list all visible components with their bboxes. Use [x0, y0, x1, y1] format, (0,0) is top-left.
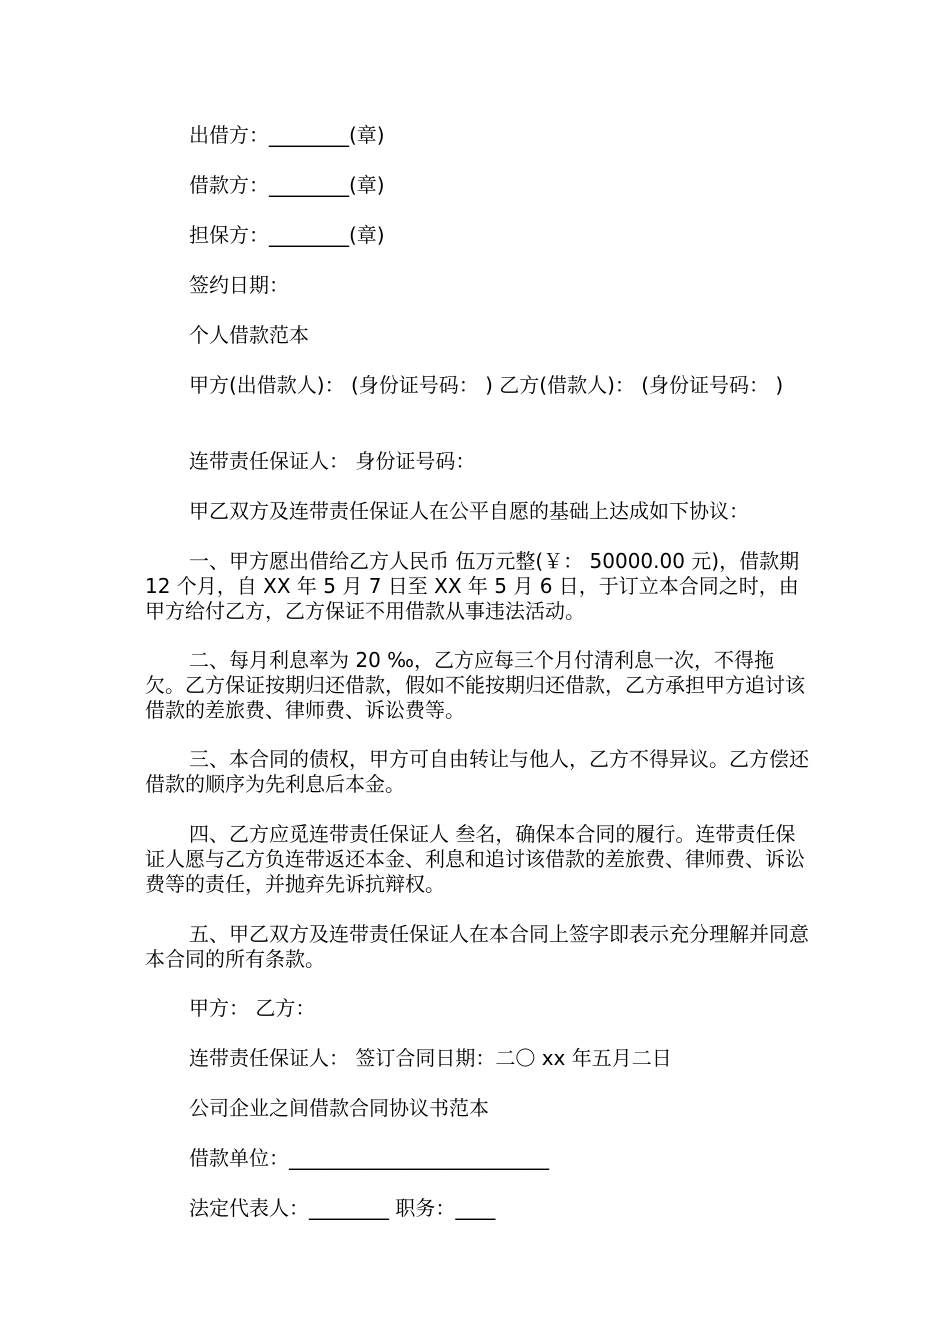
clause-1: 一、甲方愿出借给乙方人民币 伍万元整(￥： 50000.00 元)，借款期 12 个月，自 XX 年 5 月 7 日至 XX 年 5 月 6 日，于订立本合同之时，由甲方给付乙方，乙方保证不用借款从事违法活动。	[145, 549, 800, 623]
section-title-corporate-loan: 公司企业之间借款合同协议书范本	[189, 1096, 489, 1120]
legal-representative-line: 法定代表人：________ 职务：____	[189, 1196, 496, 1220]
signing-date-line: 签约日期：	[189, 273, 289, 297]
borrower-seal-line: 借款方：________(章)	[189, 173, 385, 197]
clause-4: 四、乙方应觅连带责任保证人 叁名，确保本合同的履行。连带责任保证人愿与乙方负连带返还本金、利息和追讨该借款的差旅费、律师费、诉讼费等的责任，并抛弃先诉抗辩权。	[145, 822, 805, 896]
clause-2: 二、每月利息率为 20 ‰，乙方应每三个月付清利息一次，不得拖欠。乙方保证按期归还借款，假如不能按期归还借款，乙方承担甲方追讨该借款的差旅费、律师费、诉讼费等。	[145, 648, 805, 722]
parties-paragraph: 甲方(出借款人)： (身份证号码： ) 乙方(借款人)： (身份证号码： )	[189, 373, 784, 397]
borrowing-unit-line: 借款单位：__________________________	[189, 1146, 549, 1170]
guarantor-date-line: 连带责任保证人： 签订合同日期：二〇 xx 年五月二日	[189, 1046, 672, 1070]
guarantor-seal-line: 担保方：________(章)	[189, 223, 385, 247]
party-signature-line: 甲方： 乙方：	[189, 996, 316, 1020]
clause-5: 五、甲乙双方及连带责任保证人在本合同上签字即表示充分理解并同意本合同的所有条款。	[145, 922, 809, 971]
lender-seal-line: 出借方：________(章)	[189, 123, 385, 147]
clause-3: 三、本合同的债权，甲方可自由转让与他人，乙方不得异议。乙方偿还借款的顺序为先利息后本金。	[145, 747, 809, 796]
agreement-intro: 甲乙双方及连带责任保证人在公平自愿的基础上达成如下协议：	[189, 499, 749, 523]
guarantor-id-line: 连带责任保证人： 身份证号码：	[189, 449, 476, 473]
section-title-personal-loan: 个人借款范本	[189, 323, 309, 347]
